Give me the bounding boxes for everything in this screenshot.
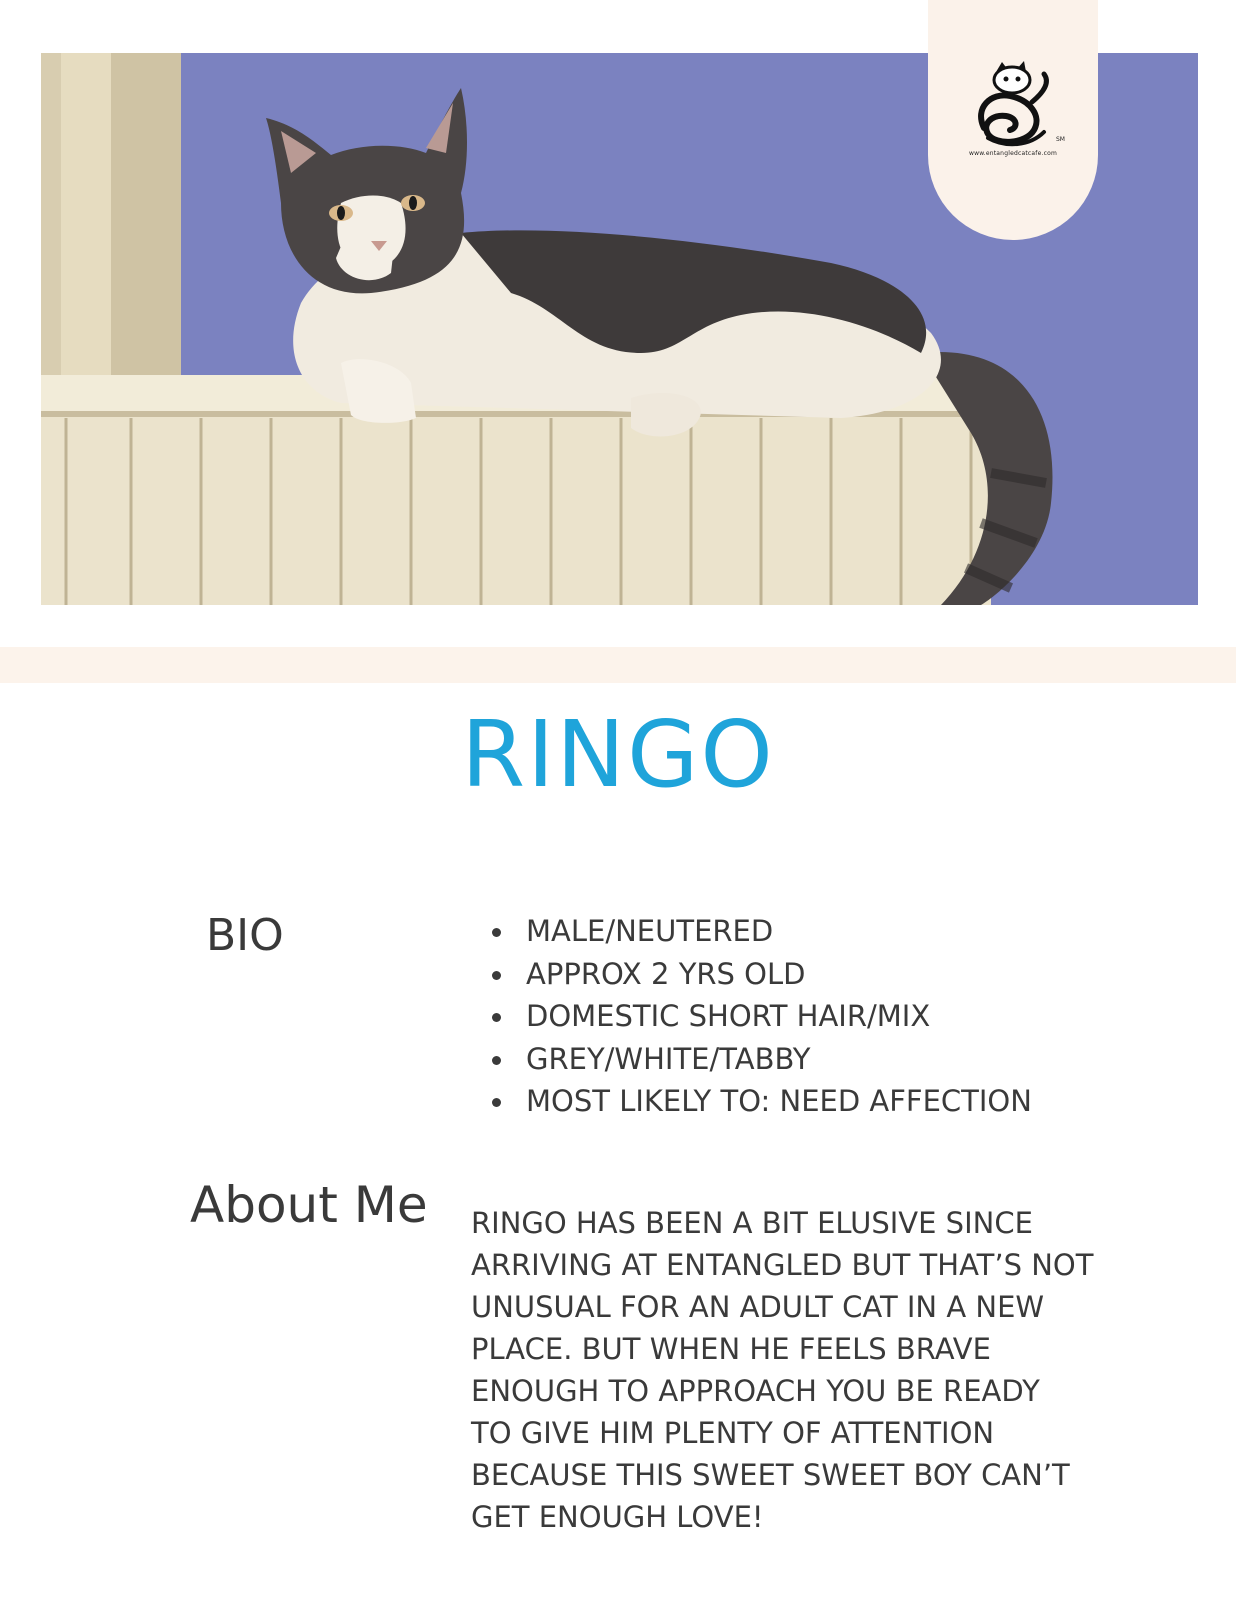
about-heading: About Me — [190, 1176, 428, 1234]
logo-badge — [928, 0, 1098, 240]
bio-item-trait — [492, 1080, 1032, 1123]
about-paragraph — [471, 1202, 1111, 1538]
bio-item-text: GREY/WHITE/TABBY — [526, 1041, 811, 1076]
bio-heading: BIO — [206, 910, 284, 961]
bio-item-text: DOMESTIC SHORT HAIR/MIX — [526, 999, 931, 1033]
bullet-icon — [492, 928, 501, 937]
bio-item-text: APPROX 2 YRS OLD — [526, 956, 806, 991]
cat-logo-icon — [966, 58, 1060, 152]
bio-item-age — [492, 953, 1032, 996]
cat-name-title: RINGO — [461, 701, 775, 808]
bio-item-sex — [492, 910, 1032, 953]
about-line: PLACE. BUT WHEN HE FEELS BRAVE — [471, 1332, 991, 1366]
about-line: ENOUGH TO APPROACH YOU BE READY — [471, 1374, 1040, 1408]
bio-item-text: MALE/NEUTERED — [526, 914, 774, 948]
bio-list — [492, 910, 1032, 1123]
about-line: RINGO HAS BEEN A BIT ELUSIVE SINCE — [471, 1206, 1033, 1240]
bullet-icon — [492, 1098, 501, 1107]
bullet-icon — [492, 1056, 501, 1065]
logo-url: www.entangledcatcafe.com — [968, 150, 1057, 157]
divider-band — [0, 647, 1236, 683]
bullet-icon — [492, 971, 501, 980]
bio-item-color — [492, 1038, 1032, 1081]
bullet-icon — [492, 1013, 501, 1022]
about-line: BECAUSE THIS SWEET SWEET BOY CAN’T — [471, 1458, 1070, 1492]
bio-item-text: MOST LIKELY TO: NEED AFFECTION — [526, 1084, 1032, 1118]
logo-service-mark: SM — [1056, 136, 1065, 143]
about-line: ARRIVING AT ENTANGLED BUT THAT’S NOT — [471, 1248, 1094, 1282]
bio-item-breed — [492, 995, 1032, 1038]
about-line: TO GIVE HIM PLENTY OF ATTENTION — [471, 1416, 995, 1450]
about-line: UNUSUAL FOR AN ADULT CAT IN A NEW — [471, 1290, 1045, 1324]
about-line: GET ENOUGH LOVE! — [471, 1500, 764, 1534]
